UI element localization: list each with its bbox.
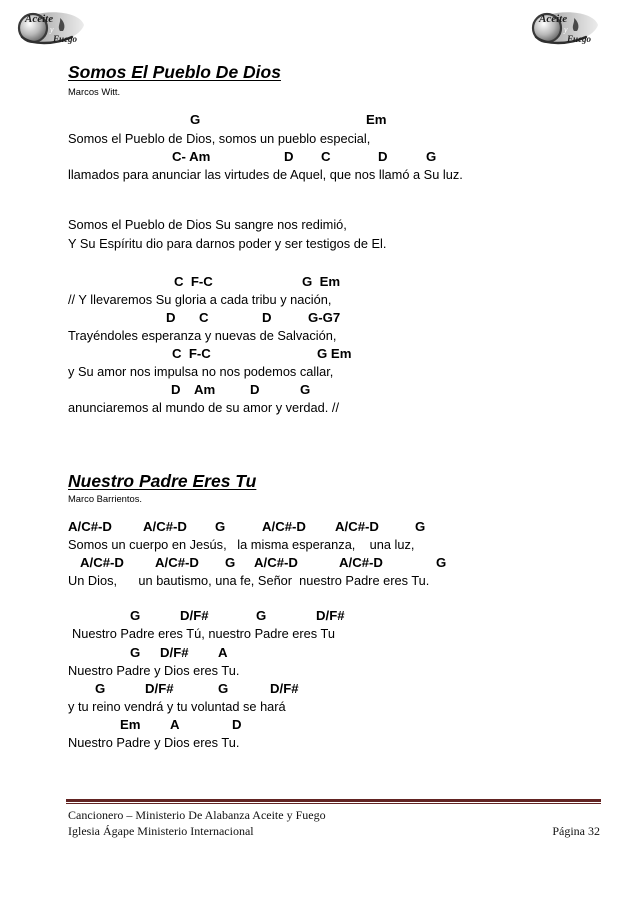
- logo-right: [528, 7, 600, 47]
- chord: D: [378, 149, 388, 164]
- chord-row: [0, 382, 638, 398]
- song-author: Marco Barrientos.: [68, 493, 142, 504]
- lyric-line: Trayéndoles esperanza y nuevas de Salvación,: [68, 328, 337, 343]
- chord: G: [300, 382, 311, 397]
- chord: D: [166, 310, 176, 325]
- chord: A/C#-D: [155, 555, 199, 570]
- logo-word-y: y: [50, 25, 54, 34]
- chord: D: [171, 382, 181, 397]
- chord: A/C#-D: [143, 519, 187, 534]
- lyric-line: Nuestro Padre y Dios eres Tu.: [68, 735, 240, 750]
- chord: G: [426, 149, 437, 164]
- chord: C F-C: [172, 346, 211, 361]
- aceite-y-fuego-logo: [528, 7, 600, 47]
- chord: C: [199, 310, 209, 325]
- chord-row: [0, 274, 638, 290]
- logo-word-fuego: Fuego: [53, 34, 78, 44]
- chord: G: [130, 608, 141, 623]
- footer-rule-thin: [66, 803, 601, 804]
- chord: D: [232, 717, 242, 732]
- lyric-line: Somos un cuerpo en Jesús, la misma esperanza, una luz,: [68, 537, 415, 552]
- chord-row: [0, 645, 638, 661]
- chord: G: [415, 519, 426, 534]
- chord: D/F#: [145, 681, 174, 696]
- chord: C: [321, 149, 331, 164]
- song-author: Marcos Witt.: [68, 86, 121, 97]
- lyric-line: // Y llevaremos Su gloria a cada tribu y nación,: [68, 292, 332, 307]
- chord: G: [218, 681, 229, 696]
- chord: G: [436, 555, 447, 570]
- chord-row: [0, 681, 638, 697]
- footer-rule: [66, 799, 601, 802]
- chord: G: [130, 645, 141, 660]
- footer-songbook-title: Cancionero – Ministerio De Alabanza Aceite y Fuego: [68, 808, 326, 822]
- chord: A: [218, 645, 228, 660]
- lyric-line: Nuestro Padre y Dios eres Tu.: [68, 663, 240, 678]
- chord-row: [0, 112, 638, 128]
- lyric-line: Nuestro Padre eres Tú, nuestro Padre eres Tu: [72, 626, 335, 641]
- chord: G: [215, 519, 226, 534]
- chord: D: [250, 382, 260, 397]
- chord: D: [284, 149, 294, 164]
- chord: A/C#-D: [80, 555, 124, 570]
- lyric-line: y tu reino vendrá y tu voluntad se hará: [68, 699, 286, 714]
- chord: D/F#: [316, 608, 345, 623]
- footer-church-name: Iglesia Ágape Ministerio Internacional: [68, 824, 254, 838]
- chord: A: [170, 717, 180, 732]
- chord: G: [256, 608, 267, 623]
- chord: A/C#-D: [339, 555, 383, 570]
- aceite-y-fuego-logo: [14, 7, 86, 47]
- chord: A/C#-D: [68, 519, 112, 534]
- chord-row: [0, 149, 638, 165]
- chord: Em: [366, 112, 387, 127]
- lyric-line: Un Dios, un bautismo, una fe, Señor nuestro Padre eres Tu.: [68, 573, 430, 588]
- chord: G Em: [317, 346, 352, 361]
- page-number: Página 32: [552, 824, 600, 838]
- logo-word-aceite: Aceite: [539, 13, 568, 25]
- lyric-line: Somos el Pueblo de Dios Su sangre nos redimió,: [68, 217, 347, 232]
- chord: C- Am: [172, 149, 211, 164]
- chord: Am: [194, 382, 216, 397]
- lyric-line: llamados para anunciar las virtudes de Aquel, que nos llamó a Su luz.: [68, 167, 463, 182]
- lyric-line: y Su amor nos impulsa no nos podemos callar,: [68, 364, 334, 379]
- chord-row: [0, 717, 638, 733]
- chord: C F-C: [174, 274, 213, 289]
- lyric-line: Y Su Espíritu dio para darnos poder y ser testigos de El.: [68, 236, 387, 251]
- chord: A/C#-D: [262, 519, 306, 534]
- lyric-line: anunciaremos al mundo de su amor y verdad. //: [68, 400, 340, 415]
- chord: G: [190, 112, 201, 127]
- chord: G Em: [302, 274, 341, 289]
- chord: D/F#: [270, 681, 299, 696]
- lyric-line: Somos el Pueblo de Dios, somos un pueblo especial,: [68, 131, 371, 146]
- chord: D: [262, 310, 272, 325]
- chord-row: [0, 519, 638, 535]
- chord: Em: [120, 717, 141, 732]
- chord: G-G7: [308, 310, 341, 325]
- chord-row: [0, 310, 638, 326]
- chord: D/F#: [160, 645, 189, 660]
- chord: A/C#-D: [254, 555, 298, 570]
- logo-word-fuego: Fuego: [567, 34, 592, 44]
- chord-row: [0, 555, 638, 571]
- logo-word-y: y: [564, 25, 568, 34]
- song-title: Nuestro Padre Eres Tu: [68, 471, 257, 491]
- song-title: Somos El Pueblo De Dios: [68, 62, 281, 82]
- chord: A/C#-D: [335, 519, 379, 534]
- logo-left: [14, 7, 86, 47]
- logo-word-aceite: Aceite: [25, 13, 54, 25]
- chord: D/F#: [180, 608, 209, 623]
- chord: G: [225, 555, 236, 570]
- chord-row: [0, 608, 638, 624]
- chord: G: [95, 681, 106, 696]
- chord-row: [0, 346, 638, 362]
